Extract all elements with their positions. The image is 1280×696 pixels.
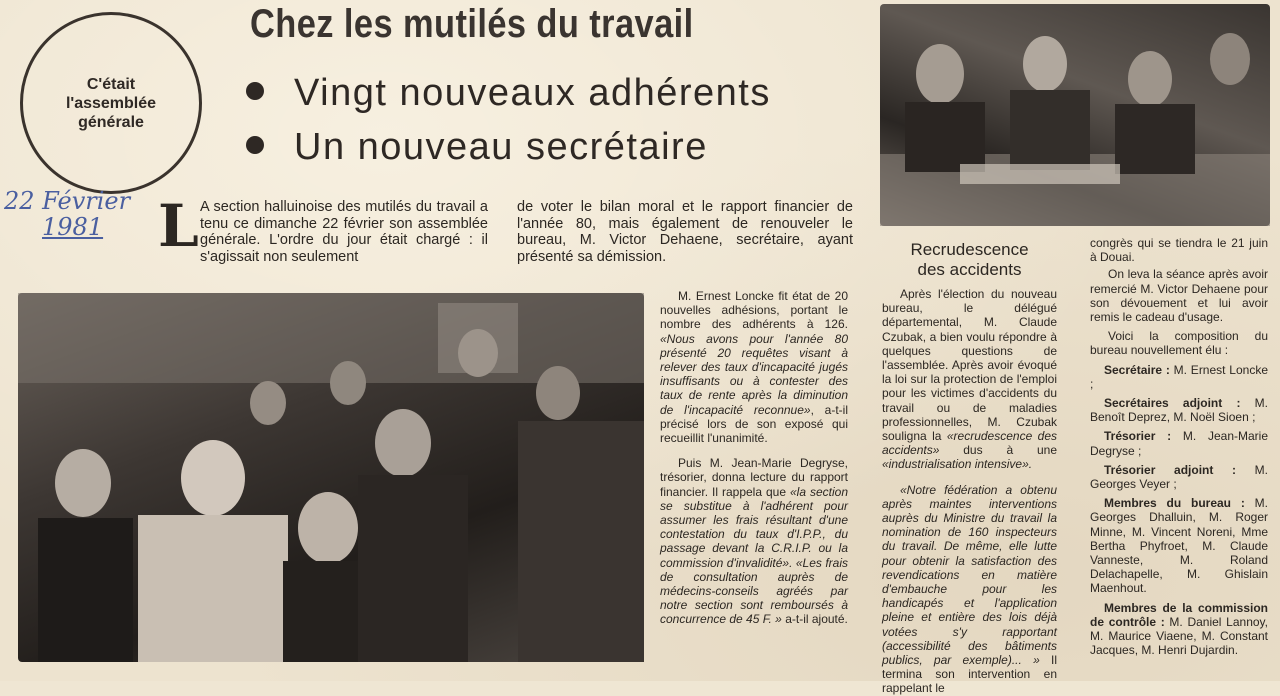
meeting-table-photo-graphic xyxy=(880,4,1270,226)
badge-line-3: générale xyxy=(78,113,144,131)
role-item xyxy=(1090,496,1268,595)
meeting-table-photo xyxy=(880,4,1270,226)
quote-span: «industrialisation intensive». xyxy=(882,457,1033,472)
role-label: Membres de la commission de contrôle : xyxy=(1090,600,1268,629)
text-span: M. Ernest Loncke fit état de 20 nouvelles adhésions, portant le nombre des adhérents à 126. xyxy=(660,289,848,332)
role-names: M. Daniel Lannoy, M. Maurice Viaene, M. Constant Jacques, M. Henri Dujardin. xyxy=(1090,614,1268,658)
badge-line-2: l'assemblée xyxy=(65,94,157,112)
role-label: Secrétaires adjoint : xyxy=(1104,396,1241,411)
quote-span: «Notre fédération a obtenu après maintes interventions auprès du Ministre du travail la nomination de 160 inspecteurs du travail. De même, elle lutte pour obtenir la satisfaction des revendications en matière d'embauche pour les handicapés et l'application pleine et entière des lois déjà votées s'y rapportant (accessibilité des bâtiments publics, par exemple)... » xyxy=(882,482,1057,668)
text-span: dus à une xyxy=(939,443,1057,458)
text-span: Après l'élection du nouveau bureau, le délégué départemental, M. Claude Czubak, a bien voulu répondre à quelques questions de l'assemblée. Après avoir évoqué la loi sur la protection de l'emploi pour les victimes d'accidents du travail ou de maladies professionnelles, M. Czubak souligna la xyxy=(882,287,1057,444)
quote-span: «la section se substitue à l'adhérent pour assumer les frais résultant d'une contestation du taux d'I.P.P., du passage devant la C.R.I.P. ou la commission d'invalidité». «Les frais de consultation auprès de médecins-conseils agréés par notre section sont remboursés à concurrence de 45 F. » xyxy=(660,484,848,627)
paragraph-delegate xyxy=(882,287,1057,472)
handwritten-date xyxy=(4,188,160,240)
role-names: M. Georges Dhalluin, M. Roger Minne, M. Vincent Noreni, Mme Bertha Phyfroet, M. Claude Vanneste, M. Roland Delachapelle, M. Ghislain Maenhout. xyxy=(1090,496,1268,596)
text-span: , a-t-il précisé lors de son exposé qui recueillit l'unanimité. xyxy=(660,402,848,446)
text-span: Il termina son intervention en rappelant le xyxy=(882,653,1057,696)
bureau-list xyxy=(1090,363,1268,658)
section-title xyxy=(882,240,1057,280)
handwritten-date-line-2: 1981 xyxy=(42,213,104,241)
text-span: Puis M. Jean-Marie Degryse, trésorier, donna lecture du rapport financier. Il rappela que xyxy=(660,456,848,499)
bullet-icon xyxy=(246,82,264,100)
role-item xyxy=(1090,429,1268,457)
quote-span: «Nous avons pour l'année 80 présenté 20 requêtes visant à relever des taux d'incapacité jugés insuffisants ou à contester des taux de rente après la diminution de l'incapacité reconnue» xyxy=(660,331,848,417)
role-item xyxy=(1090,463,1268,491)
bullet-icon xyxy=(246,136,264,154)
role-names: M. Georges Veyer ; xyxy=(1090,462,1269,492)
role-item xyxy=(1090,396,1268,424)
assembly-badge xyxy=(20,12,202,194)
article-column-5 xyxy=(1090,236,1268,657)
subhead-1 xyxy=(246,72,771,115)
role-label: Secrétaire : xyxy=(1104,362,1170,377)
subhead-2-text: Un nouveau secrétaire xyxy=(294,126,708,168)
article-column-3 xyxy=(660,289,848,627)
quote-span: «recrudescence des accidents» xyxy=(882,429,1057,458)
intro-column-2 xyxy=(517,199,853,265)
intro-text-2: de voter le bilan moral et le rapport financier de l'année 80, mais également de renouveler le bureau, M. Victor Dehaene, secrétaire, ayant présenté sa démission. xyxy=(517,199,853,265)
drop-cap: L xyxy=(158,192,199,260)
role-names: M. Benoît Deprez, M. Noël Sioen ; xyxy=(1090,396,1268,425)
role-label: Trésorier adjoint : xyxy=(1104,462,1237,477)
role-item xyxy=(1090,601,1268,658)
role-item xyxy=(1090,363,1268,391)
section-title-line-2: des accidents xyxy=(917,260,1022,279)
paragraph-congress: congrès qui se tiendra le 21 juin à Douai. xyxy=(1090,236,1268,265)
assembly-photo xyxy=(18,293,644,662)
role-names: M. Jean-Marie Degryse ; xyxy=(1090,429,1268,458)
handwritten-date-line-1: 22 Février xyxy=(4,187,131,215)
paragraph-federation xyxy=(882,483,1057,696)
headline: Chez les mutilés du travail xyxy=(250,2,694,46)
subhead-1-text: Vingt nouveaux adhérents xyxy=(294,72,771,114)
paragraph-adhesions xyxy=(660,289,848,445)
role-label: Trésorier : xyxy=(1104,429,1172,444)
text-span: a-t-il ajouté. xyxy=(781,612,848,627)
assembly-photo-graphic xyxy=(18,293,644,662)
subhead-2 xyxy=(246,126,708,169)
badge-text xyxy=(66,75,156,132)
intro-column-1 xyxy=(200,199,488,265)
section-title-line-1: Recrudescence xyxy=(910,240,1029,259)
paragraph-treasurer xyxy=(660,456,848,626)
intro-text-1: A section halluinoise des mutilés du travail a tenu ce dimanche 22 février son assemblée générale. L'ordre du jour était chargé : il s'agissait non seulement xyxy=(200,199,488,265)
paragraph-composition: Voici la composition du bureau nouvellement élu : xyxy=(1090,329,1268,358)
article-column-4 xyxy=(882,287,1057,696)
paragraph-closing: On leva la séance après avoir remercié M. Victor Dehaene pour son dévouement et lui avoir remis le cadeau d'usage. xyxy=(1090,267,1268,325)
role-names: M. Ernest Loncke ; xyxy=(1090,362,1268,391)
role-label: Membres du bureau : xyxy=(1104,496,1245,511)
badge-line-1: C'était xyxy=(86,75,136,93)
